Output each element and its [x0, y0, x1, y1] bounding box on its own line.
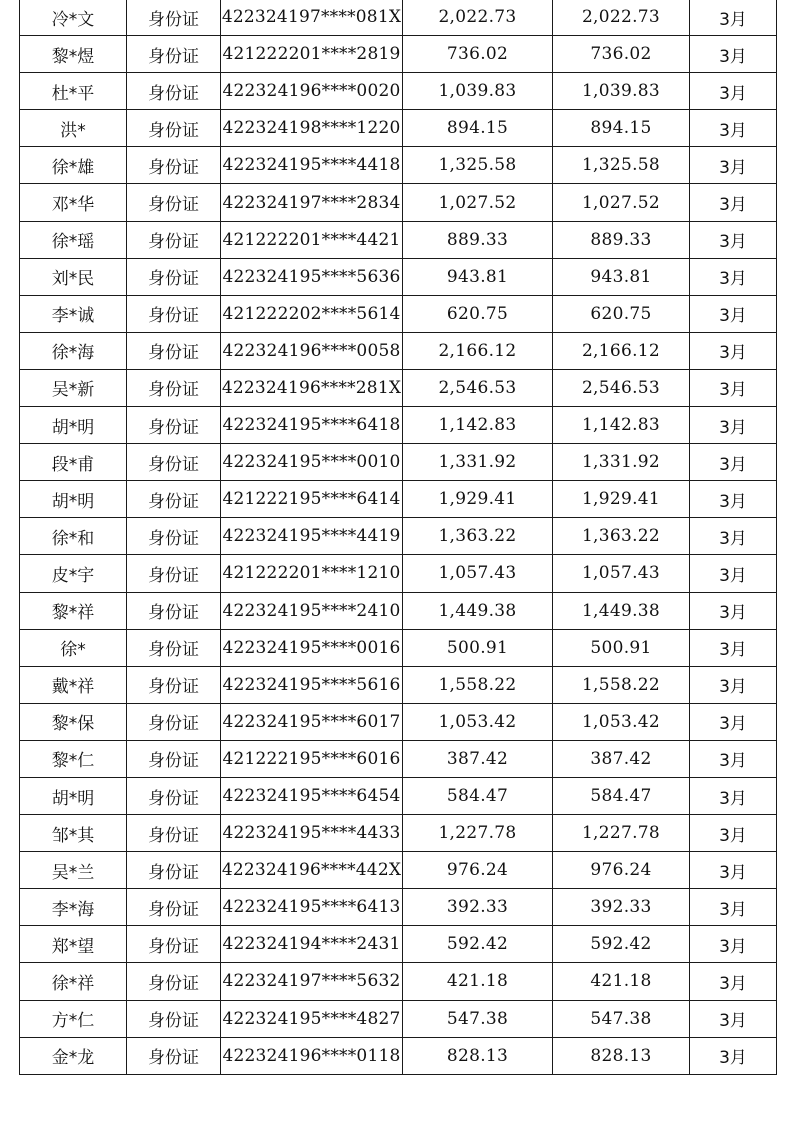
amount-cell: 976.24: [403, 852, 553, 889]
id-type-cell: 身份证: [127, 407, 221, 444]
paid-amount-cell: 1,057.43: [553, 555, 690, 592]
name-cell: 皮*宇: [20, 555, 127, 592]
amount-cell: 421.18: [403, 963, 553, 1000]
paid-amount-cell: 1,558.22: [553, 666, 690, 703]
amount-cell: 2,546.53: [403, 369, 553, 406]
name-cell: 李*诚: [20, 295, 127, 332]
month-cell: 3月: [690, 1000, 777, 1037]
paid-amount-cell: 500.91: [553, 629, 690, 666]
table-row: [20, 369, 777, 406]
month-cell: 3月: [690, 73, 777, 110]
month-cell: 3月: [690, 889, 777, 926]
name-cell: 黎*煜: [20, 36, 127, 73]
id-number-cell: 422324195****6017: [221, 703, 403, 740]
month-cell: 3月: [690, 703, 777, 740]
table-row: [20, 407, 777, 444]
paid-amount-cell: 584.47: [553, 777, 690, 814]
name-cell: 吴*兰: [20, 852, 127, 889]
id-type-cell: 身份证: [127, 481, 221, 518]
id-number-cell: 422324195****4827: [221, 1000, 403, 1037]
id-type-cell: 身份证: [127, 73, 221, 110]
id-number-cell: 422324195****5616: [221, 666, 403, 703]
paid-amount-cell: 592.42: [553, 926, 690, 963]
month-cell: 3月: [690, 184, 777, 221]
table-row: [20, 147, 777, 184]
month-cell: 3月: [690, 963, 777, 1000]
month-cell: 3月: [690, 0, 777, 36]
payment-table: [19, 0, 777, 1075]
month-cell: 3月: [690, 36, 777, 73]
month-cell: 3月: [690, 407, 777, 444]
id-number-cell: 422324196****0118: [221, 1037, 403, 1074]
table-row: [20, 258, 777, 295]
month-cell: 3月: [690, 332, 777, 369]
month-cell: 3月: [690, 258, 777, 295]
id-type-cell: 身份证: [127, 36, 221, 73]
id-type-cell: 身份证: [127, 444, 221, 481]
paid-amount-cell: 1,027.52: [553, 184, 690, 221]
paid-amount-cell: 1,053.42: [553, 703, 690, 740]
table-row: [20, 1037, 777, 1074]
amount-cell: 1,053.42: [403, 703, 553, 740]
name-cell: 邓*华: [20, 184, 127, 221]
id-number-cell: 422324195****5636: [221, 258, 403, 295]
table-row: [20, 852, 777, 889]
id-type-cell: 身份证: [127, 147, 221, 184]
name-cell: 徐*: [20, 629, 127, 666]
id-type-cell: 身份证: [127, 740, 221, 777]
name-cell: 胡*明: [20, 777, 127, 814]
paid-amount-cell: 1,363.22: [553, 518, 690, 555]
id-number-cell: 422324198****1220: [221, 110, 403, 147]
name-cell: 刘*民: [20, 258, 127, 295]
amount-cell: 1,057.43: [403, 555, 553, 592]
id-number-cell: 422324197****2834: [221, 184, 403, 221]
amount-cell: 1,027.52: [403, 184, 553, 221]
table-row: [20, 444, 777, 481]
paid-amount-cell: 2,166.12: [553, 332, 690, 369]
id-type-cell: 身份证: [127, 889, 221, 926]
id-number-cell: 422324195****6418: [221, 407, 403, 444]
table-row: [20, 518, 777, 555]
table-row: [20, 1000, 777, 1037]
name-cell: 段*甫: [20, 444, 127, 481]
amount-cell: 547.38: [403, 1000, 553, 1037]
table-row: [20, 815, 777, 852]
table-row: [20, 555, 777, 592]
id-number-cell: 421222202****5614: [221, 295, 403, 332]
id-type-cell: 身份证: [127, 703, 221, 740]
id-number-cell: 422324195****4433: [221, 815, 403, 852]
table-body: [20, 0, 777, 1074]
paid-amount-cell: 976.24: [553, 852, 690, 889]
name-cell: 金*龙: [20, 1037, 127, 1074]
amount-cell: 500.91: [403, 629, 553, 666]
amount-cell: 1,142.83: [403, 407, 553, 444]
month-cell: 3月: [690, 518, 777, 555]
month-cell: 3月: [690, 221, 777, 258]
month-cell: 3月: [690, 740, 777, 777]
amount-cell: 1,929.41: [403, 481, 553, 518]
month-cell: 3月: [690, 481, 777, 518]
table-row: [20, 221, 777, 258]
month-cell: 3月: [690, 295, 777, 332]
id-type-cell: 身份证: [127, 1037, 221, 1074]
paid-amount-cell: 1,325.58: [553, 147, 690, 184]
amount-cell: 1,449.38: [403, 592, 553, 629]
name-cell: 戴*祥: [20, 666, 127, 703]
id-type-cell: 身份证: [127, 295, 221, 332]
table-row: [20, 481, 777, 518]
paid-amount-cell: 1,227.78: [553, 815, 690, 852]
month-cell: 3月: [690, 1037, 777, 1074]
id-type-cell: 身份证: [127, 555, 221, 592]
amount-cell: 392.33: [403, 889, 553, 926]
id-type-cell: 身份证: [127, 369, 221, 406]
id-type-cell: 身份证: [127, 1000, 221, 1037]
paid-amount-cell: 894.15: [553, 110, 690, 147]
amount-cell: 1,331.92: [403, 444, 553, 481]
month-cell: 3月: [690, 629, 777, 666]
paid-amount-cell: 392.33: [553, 889, 690, 926]
id-number-cell: 422324195****6454: [221, 777, 403, 814]
id-number-cell: 422324195****2410: [221, 592, 403, 629]
paid-amount-cell: 1,929.41: [553, 481, 690, 518]
id-type-cell: 身份证: [127, 110, 221, 147]
amount-cell: 387.42: [403, 740, 553, 777]
paid-amount-cell: 736.02: [553, 36, 690, 73]
paid-amount-cell: 547.38: [553, 1000, 690, 1037]
name-cell: 徐*海: [20, 332, 127, 369]
month-cell: 3月: [690, 444, 777, 481]
amount-cell: 2,166.12: [403, 332, 553, 369]
id-type-cell: 身份证: [127, 0, 221, 36]
id-number-cell: 422324195****0010: [221, 444, 403, 481]
table-row: [20, 592, 777, 629]
month-cell: 3月: [690, 777, 777, 814]
id-number-cell: 421222195****6414: [221, 481, 403, 518]
id-number-cell: 422324194****2431: [221, 926, 403, 963]
amount-cell: 592.42: [403, 926, 553, 963]
id-number-cell: 421222195****6016: [221, 740, 403, 777]
table-row: [20, 295, 777, 332]
name-cell: 冷*文: [20, 0, 127, 36]
id-number-cell: 422324195****6413: [221, 889, 403, 926]
id-type-cell: 身份证: [127, 629, 221, 666]
id-number-cell: 421222201****1210: [221, 555, 403, 592]
amount-cell: 1,227.78: [403, 815, 553, 852]
amount-cell: 1,039.83: [403, 73, 553, 110]
month-cell: 3月: [690, 815, 777, 852]
table-row: [20, 36, 777, 73]
id-number-cell: 422324195****4419: [221, 518, 403, 555]
name-cell: 徐*祥: [20, 963, 127, 1000]
paid-amount-cell: 1,331.92: [553, 444, 690, 481]
paid-amount-cell: 421.18: [553, 963, 690, 1000]
table-row: [20, 666, 777, 703]
name-cell: 李*海: [20, 889, 127, 926]
table-row: [20, 73, 777, 110]
amount-cell: 584.47: [403, 777, 553, 814]
name-cell: 黎*保: [20, 703, 127, 740]
id-type-cell: 身份证: [127, 332, 221, 369]
id-number-cell: 421222201****2819: [221, 36, 403, 73]
amount-cell: 2,022.73: [403, 0, 553, 36]
month-cell: 3月: [690, 852, 777, 889]
table-row: [20, 777, 777, 814]
name-cell: 黎*仁: [20, 740, 127, 777]
id-number-cell: 422324195****0016: [221, 629, 403, 666]
id-number-cell: 422324195****4418: [221, 147, 403, 184]
name-cell: 方*仁: [20, 1000, 127, 1037]
name-cell: 郑*望: [20, 926, 127, 963]
table-row: [20, 926, 777, 963]
amount-cell: 736.02: [403, 36, 553, 73]
table-row: [20, 332, 777, 369]
id-type-cell: 身份证: [127, 221, 221, 258]
table-row: [20, 703, 777, 740]
month-cell: 3月: [690, 555, 777, 592]
id-type-cell: 身份证: [127, 815, 221, 852]
name-cell: 徐*和: [20, 518, 127, 555]
month-cell: 3月: [690, 666, 777, 703]
amount-cell: 828.13: [403, 1037, 553, 1074]
name-cell: 洪*: [20, 110, 127, 147]
amount-cell: 1,325.58: [403, 147, 553, 184]
month-cell: 3月: [690, 110, 777, 147]
paid-amount-cell: 1,039.83: [553, 73, 690, 110]
id-type-cell: 身份证: [127, 666, 221, 703]
name-cell: 胡*明: [20, 407, 127, 444]
name-cell: 徐*瑶: [20, 221, 127, 258]
id-type-cell: 身份证: [127, 258, 221, 295]
month-cell: 3月: [690, 369, 777, 406]
paid-amount-cell: 620.75: [553, 295, 690, 332]
name-cell: 徐*雄: [20, 147, 127, 184]
id-type-cell: 身份证: [127, 926, 221, 963]
name-cell: 吴*新: [20, 369, 127, 406]
table-row: [20, 963, 777, 1000]
name-cell: 邹*其: [20, 815, 127, 852]
table-row: [20, 0, 777, 36]
table-row: [20, 110, 777, 147]
paid-amount-cell: 889.33: [553, 221, 690, 258]
id-number-cell: 422324197****5632: [221, 963, 403, 1000]
table-row: [20, 629, 777, 666]
name-cell: 胡*明: [20, 481, 127, 518]
id-number-cell: 422324196****442X: [221, 852, 403, 889]
month-cell: 3月: [690, 592, 777, 629]
id-type-cell: 身份证: [127, 184, 221, 221]
id-number-cell: 422324196****281X: [221, 369, 403, 406]
name-cell: 杜*平: [20, 73, 127, 110]
name-cell: 黎*祥: [20, 592, 127, 629]
id-type-cell: 身份证: [127, 852, 221, 889]
paid-amount-cell: 387.42: [553, 740, 690, 777]
table-row: [20, 184, 777, 221]
amount-cell: 943.81: [403, 258, 553, 295]
month-cell: 3月: [690, 147, 777, 184]
paid-amount-cell: 2,546.53: [553, 369, 690, 406]
id-number-cell: 421222201****4421: [221, 221, 403, 258]
id-number-cell: 422324196****0020: [221, 73, 403, 110]
month-cell: 3月: [690, 926, 777, 963]
paid-amount-cell: 943.81: [553, 258, 690, 295]
id-type-cell: 身份证: [127, 518, 221, 555]
id-type-cell: 身份证: [127, 592, 221, 629]
paid-amount-cell: 2,022.73: [553, 0, 690, 36]
amount-cell: 1,363.22: [403, 518, 553, 555]
amount-cell: 889.33: [403, 221, 553, 258]
amount-cell: 1,558.22: [403, 666, 553, 703]
id-number-cell: 422324197****081X: [221, 0, 403, 36]
id-type-cell: 身份证: [127, 963, 221, 1000]
amount-cell: 620.75: [403, 295, 553, 332]
table-row: [20, 889, 777, 926]
table-row: [20, 740, 777, 777]
amount-cell: 894.15: [403, 110, 553, 147]
id-type-cell: 身份证: [127, 777, 221, 814]
paid-amount-cell: 1,142.83: [553, 407, 690, 444]
paid-amount-cell: 1,449.38: [553, 592, 690, 629]
id-number-cell: 422324196****0058: [221, 332, 403, 369]
paid-amount-cell: 828.13: [553, 1037, 690, 1074]
